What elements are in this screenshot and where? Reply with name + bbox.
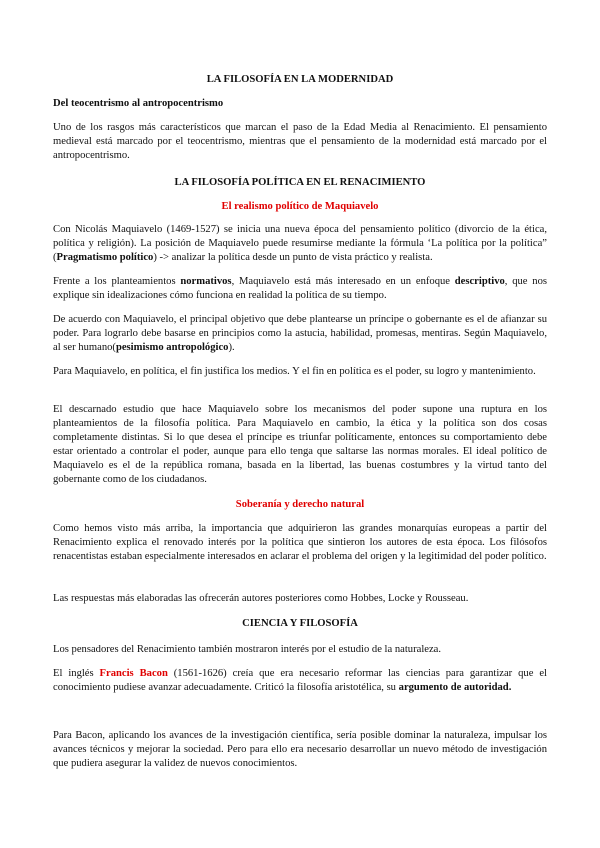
highlighted-name: Francis Bacon: [99, 668, 168, 679]
paragraph: Como hemos visto más arriba, la importancia que adquirieron las grandes monarquías europeas a partir del Renacimiento explica el renovado interés por la política que sintieron los autores de esta época. Los filósofos renacentistas estaban especialmente interesados en aclarar el problema del origen y la legitimidad del poder político.: [53, 523, 547, 562]
paragraph: [53, 667, 547, 695]
bold-term: descriptivo: [454, 276, 505, 287]
paragraph: Uno de los rasgos más característicos que marcan el paso de la Edad Media al Renacimiento. El pensamiento medieval está marcado por el teocentrismo, mientras que el pensamiento de la modernidad está marcado por el antropocentrismo.: [53, 122, 547, 161]
text: De acuerdo con Maquiavelo, el principal objetivo que debe plantearse un príncipe o gobernante es el de afianzar su poder. Para lograrlo debe basarse en principios como la astucia, habilidad, promesas, mentiras. Según Maquiavelo, al ser humano(: [53, 314, 547, 353]
section-heading: CIENCIA Y FILOSOFÍA: [242, 618, 358, 629]
document-title: LA FILOSOFÍA EN LA MODERNIDAD: [206, 74, 394, 85]
paragraph: [53, 275, 547, 303]
section-heading: LA FILOSOFÍA POLÍTICA EN EL RENACIMIENTO: [174, 177, 426, 188]
subsection-heading: El realismo político de Maquiavelo: [221, 201, 379, 212]
text: El inglés: [53, 668, 100, 679]
bold-term: normativos: [180, 276, 232, 287]
paragraph: Para Bacon, aplicando los avances de la investigación científica, sería posible dominar la naturaleza, impulsar los avances técnicos y mejorar la sociedad. Pero para ello era necesario desarrollar un nuevo método de investigación que pudiera asegurar la validez de nuevos conocimientos.: [53, 730, 547, 769]
text: ).: [228, 342, 235, 353]
subsection-heading: Soberanía y derecho natural: [235, 499, 365, 510]
text: , Maquiavelo está más interesado en un enfoque: [231, 276, 455, 287]
text: Frente a los planteamientos: [53, 276, 181, 287]
bold-term: pesimismo antropológico: [115, 342, 229, 353]
paragraph: [53, 223, 547, 265]
paragraph: [53, 313, 547, 355]
text: ) -> analizar la política desde un punto de vista práctico y realista.: [153, 252, 433, 263]
text: , que nos explique sin idealizaciones cómo funciona en realidad la política de su tiempo.: [53, 276, 548, 301]
text: (1561-1626) creía que era necesario reformar las ciencias para garantizar que el conocimiento pudiese avanzar adecuadamente. Criticó la filosofía aristotélica, su: [53, 668, 547, 693]
bold-term: argumento de autoridad.: [398, 682, 512, 693]
text: Con Nicolás Maquiavelo (1469-1527) se inicia una nueva época del pensamiento político (divorcio de la ética, política y religión). La posición de Maquiavelo puede resumirse mediante la fórmula ‘La política por la política” (: [53, 224, 547, 263]
section-subtitle: Del teocentrismo al antropocentrismo: [53, 98, 224, 109]
bold-term: Pragmatismo político: [56, 252, 154, 263]
paragraph: Para Maquiavelo, en política, el fin justifica los medios. Y el fin en política es el poder, su logro y mantenimiento.: [53, 366, 536, 377]
paragraph: Las respuestas más elaboradas las ofrecerán autores posteriores como Hobbes, Locke y Rousseau.: [53, 593, 469, 604]
paragraph: El descarnado estudio que hace Maquiavelo sobre los mecanismos del poder supone una ruptura en los planteamientos de la filosofía política. Para Maquiavelo en cambio, la ética y la política son dos cosas completamente distintas. Si lo que desea el príncipe es triunfar políticamente, entonces su comportamiento debe estar orientado a controlar el poder, aunque para ello tenga que saltarse las normas morales. El ideal político de Maquiavelo es el de la república romana, basada en la libertad, las buenas costumbres y la virtud tanto del gobernante como de los ciudadanos.: [53, 404, 547, 485]
paragraph: Los pensadores del Renacimiento también mostraron interés por el estudio de la naturaleza.: [53, 644, 442, 655]
